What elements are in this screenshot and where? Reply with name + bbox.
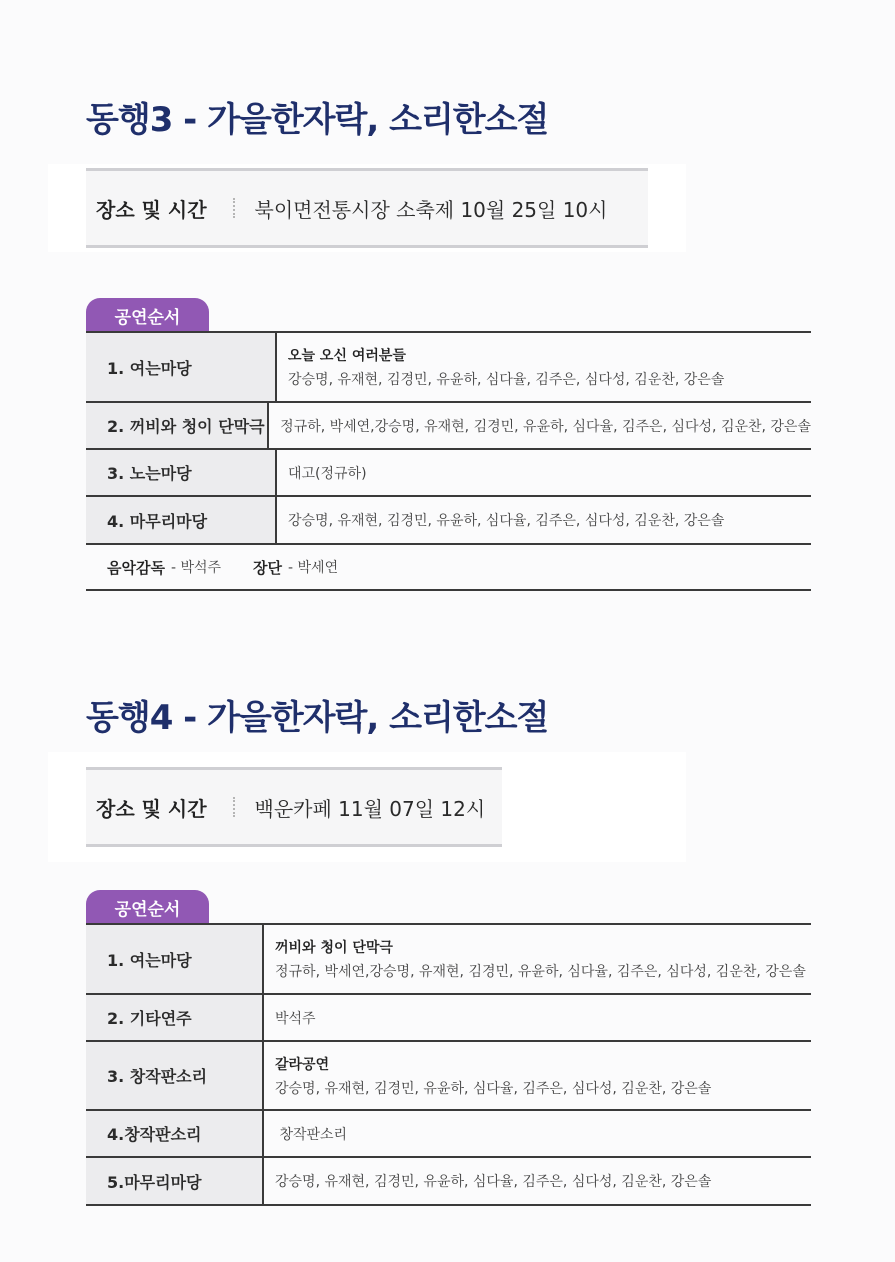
row-content — [264, 995, 811, 1040]
row-content — [269, 403, 811, 448]
credit-name: - 박석주 — [170, 560, 222, 576]
row-head: 오늘 오신 여러분들 — [288, 348, 406, 364]
row-text: 창작판소리 — [275, 1126, 348, 1143]
row-head: 꺼비와 청이 단막극 — [275, 940, 393, 956]
row-text: 강승명, 유재현, 김경민, 유윤하, 심다율, 김주은, 심다성, 김운찬, 강은솔 — [288, 513, 725, 529]
table-row — [86, 497, 811, 545]
row-head: 갈라공연 — [275, 1056, 330, 1073]
table-row — [86, 925, 811, 995]
credits-row — [86, 545, 811, 591]
credit-role: 음악감독 — [107, 558, 165, 577]
row-label: 2. 꺼비와 청이 단막극 — [86, 403, 269, 448]
table-row — [86, 403, 811, 450]
row-label: 5.마무리마당 — [86, 1158, 264, 1204]
section-title: 동행3 - 가을한자락, 소리한소절 — [86, 100, 549, 140]
row-text: 정규하, 박세연,강승명, 유재현, 김경민, 유윤하, 심다율, 김주은, 심다성, 김운찬, 강은솔 — [280, 418, 811, 435]
row-label: 4.창작판소리 — [86, 1111, 264, 1156]
row-label: 4. 마무리마당 — [86, 497, 277, 543]
row-content — [277, 450, 811, 495]
row-content — [277, 497, 811, 543]
row-content — [264, 1158, 811, 1204]
venue-separator — [233, 797, 235, 817]
row-text: 강승명, 유재현, 김경민, 유윤하, 심다율, 김주은, 심다성, 김운찬, 강은솔 — [275, 1080, 712, 1097]
row-label: 3. 창작판소리 — [86, 1042, 264, 1109]
venue-box — [86, 767, 502, 847]
row-label: 3. 노는마당 — [86, 450, 277, 495]
row-text: 강승명, 유재현, 김경민, 유윤하, 심다율, 김주은, 심다성, 김운찬, 강은솔 — [275, 1174, 712, 1190]
row-text: 박석주 — [275, 1010, 316, 1027]
table-row — [86, 995, 811, 1042]
row-content — [264, 1111, 811, 1156]
table-row — [86, 1158, 811, 1206]
row-label: 1. 여는마당 — [86, 333, 277, 401]
row-label: 1. 여는마당 — [86, 925, 264, 993]
venue-text: 백운카페 11월 07일 12시 — [254, 796, 486, 821]
venue-box — [86, 168, 648, 248]
row-content — [264, 1042, 811, 1109]
program-table — [86, 331, 811, 545]
table-row — [86, 1042, 811, 1111]
table-row — [86, 450, 811, 497]
venue-label: 장소 및 시간 — [96, 197, 207, 222]
venue-separator — [233, 198, 235, 218]
venue-text: 북이면전통시장 소축제 10월 25일 10시 — [254, 197, 608, 222]
section-title: 동행4 - 가을한자락, 소리한소절 — [86, 698, 549, 738]
row-label: 2. 기타연주 — [86, 995, 264, 1040]
venue-label: 장소 및 시간 — [96, 796, 207, 821]
credit-name: - 박세연 — [288, 560, 339, 576]
row-content — [264, 925, 811, 993]
row-text: 대고(정규하) — [288, 465, 367, 482]
credit-role: 장단 — [253, 558, 283, 577]
table-row — [86, 1111, 811, 1158]
table-row — [86, 333, 811, 403]
row-text: 강승명, 유재현, 김경민, 유윤하, 심다율, 김주은, 심다성, 김운찬, 강은솔 — [288, 372, 725, 388]
order-tag: 공연순서 — [86, 298, 209, 332]
program-table — [86, 923, 811, 1206]
order-tag: 공연순서 — [86, 890, 209, 924]
row-content — [277, 333, 811, 401]
row-text: 정규하, 박세연,강승명, 유재현, 김경민, 유윤하, 심다율, 김주은, 심다성, 김운찬, 강은솔 — [275, 964, 806, 980]
